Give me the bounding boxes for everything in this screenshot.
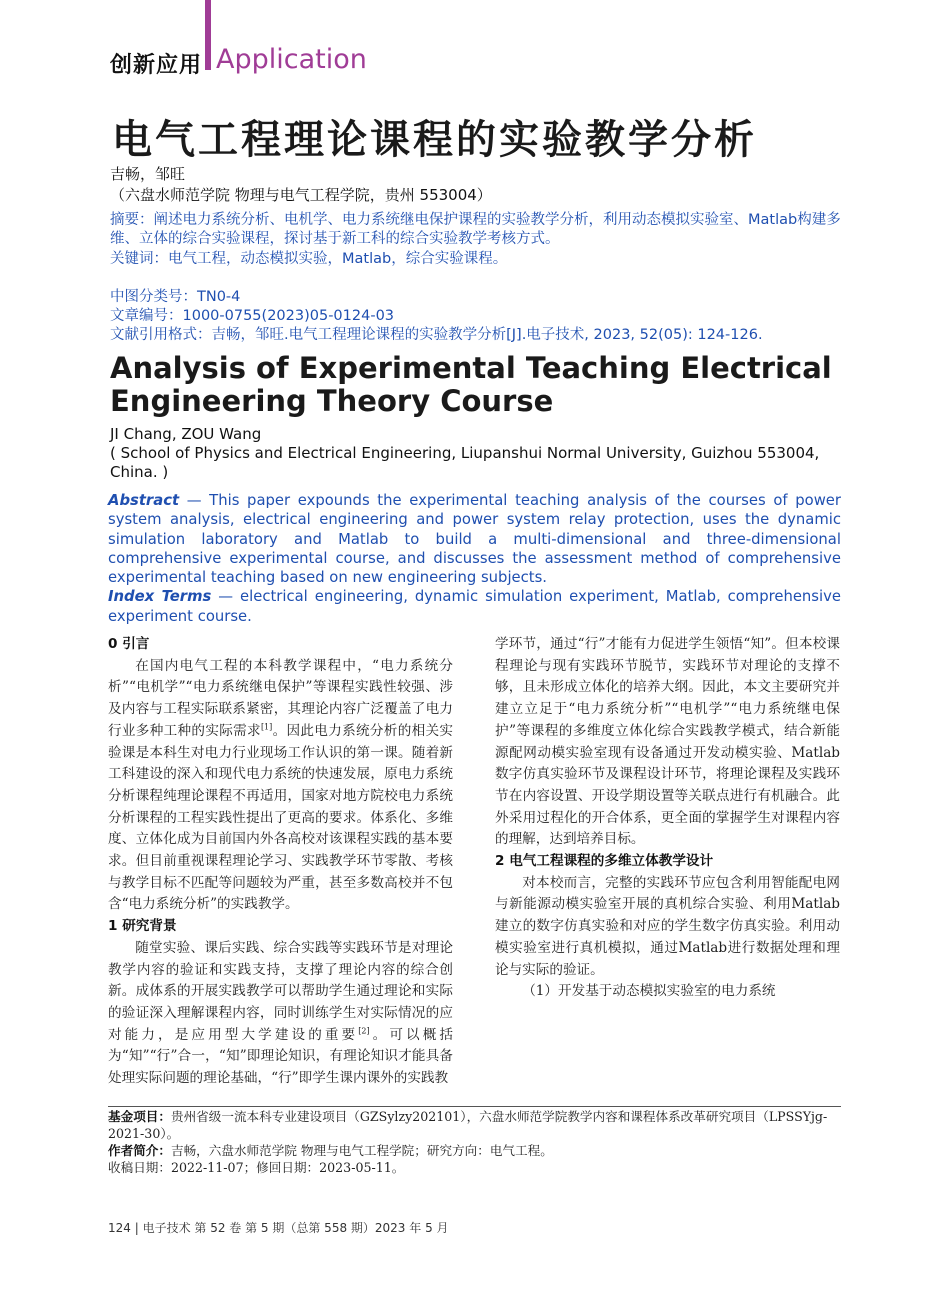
fund-label: 基金项目： <box>108 1109 171 1124</box>
citation-ref-2: [2] <box>358 1026 370 1036</box>
affiliation-cn: （六盘水师范学院 物理与电气工程学院，贵州 553004） <box>110 186 492 204</box>
footnote-separator <box>108 1106 841 1107</box>
body-column-left <box>108 634 453 1090</box>
page-footer: 124 | 电子技术 第 52 卷 第 5 期（总第 558 期）2023 年 5 月 <box>108 1221 449 1235</box>
index-terms-text: electrical engineering, dynamic simulation experiment, Matlab, comprehensive experiment course. <box>108 588 841 625</box>
article-number: 文章编号：1000-0755(2023)05-0124-03 <box>110 308 395 324</box>
background-text-b: 学环节，通过“行”才能有力促进学生领悟“知”。但本校课程理论与现有实践环节脱节，实践环节对理论的支撑不够，且未形成立体化的培养大纲。因此，本文主要研究并建立立足于“电力系统分析”“电机学”“电力系统继电保护”等课程的多维度立体化综合实践教学模式，结合新能源配网动模实验室现有设备通过开发动模实验、Matlab数字仿真实验环节及课程设计环节，将理论课程及实践环节在内容设置、开设学期设置等关联点进行有机融合。此外采用过程化的开合体系，更全面的掌握学生对课程内容的理解，达到培养目标。 <box>495 636 840 848</box>
section-heading-design: 2 电气工程课程的多维立体教学设计 <box>495 853 714 870</box>
page-title-en: Analysis of Experimental Teaching Electrical Engineering Theory Course <box>110 351 832 418</box>
index-terms-sep: — <box>211 588 241 606</box>
abstract-sep: — <box>179 492 210 509</box>
section-category-en: Application <box>216 44 367 75</box>
received-dates: 收稿日期：2022-11-07；修回日期：2023-05-11。 <box>108 1160 405 1175</box>
citation-format: 文献引用格式：吉畅，邹旺.电气工程理论课程的实验教学分析[J].电子技术, 2023, 52(05): 124-126. <box>110 327 763 343</box>
author-label: 作者简介： <box>108 1143 171 1158</box>
intro-text-a: 在国内电气工程的本科教学课程中，“电力系统分析”“电机学”“电力系统继电保护”等课程实践性较强、涉及内容与工程实际联系紧密，其理论内容广泛覆盖了电力行业多种工种的实际需求 <box>108 657 453 739</box>
keywords-cn: 关键词：电气工程，动态模拟实验，Matlab，综合实验课程。 <box>110 251 508 267</box>
section-heading-intro: 0 引言 <box>108 636 150 652</box>
page-title-cn: 电气工程理论课程的实验教学分析 <box>112 117 757 163</box>
abstract-en <box>108 491 841 626</box>
design-paragraph-2: （1）开发基于动态模拟实验室的电力系统 <box>522 983 776 1000</box>
section-heading-background: 1 研究背景 <box>108 918 177 935</box>
background-text-b: 。可以概括为“知”“行”合一，“知”即理论知识，有理论知识才能具备处理实际问题的理论基础，“行”即学生课内课外的实践教 <box>108 1026 454 1087</box>
design-paragraph-1: 对本校而言，完整的实践环节应包含利用智能配电网与新能源动模实验室开展的真机综合实验、利用Matlab建立的数字仿真实验和对应的学生数字仿真实验。利用动模实验室进行真机模拟，通过Matlab进行数据处理和理论与实际的验证。 <box>495 874 840 978</box>
abstract-cn: 摘要：阐述电力系统分析、电机学、电力系统继电保护课程的实验教学分析，利用动态模拟实验室、Matlab构建多维、立体的综合实验课程，探讨基于新工科的综合实验教学考核方式。 <box>110 212 841 247</box>
index-terms-label: Index Terms <box>108 588 212 606</box>
intro-paragraph <box>108 656 453 916</box>
article-metadata <box>110 288 850 345</box>
abstract-text: This paper expounds the experimental teaching analysis of the courses of power system analysis, electrical engineering and power system relay protection, uses the dynamic simulation laboratory and Matlab to build a multi-dimensional and three-dimensional comprehensive experimental course, and discusses the assessment method of comprehensive experimental teaching based on new engineering subjects. <box>108 492 841 587</box>
fund-note <box>108 1108 843 1142</box>
background-text-a: 随堂实验、课后实践、综合实践等实践环节是对理论教学内容的验证和实践支持，支撑了理论内容的综合创新。成体系的开展实践教学可以帮助学生通过理论和实际的验证深入理解课程内容，同时训练学生对实际情况的应对能力，是应用型大学建设的重要 <box>108 939 453 1043</box>
author-text: 吉畅，六盘水师范学院 物理与电气工程学院；研究方向：电气工程。 <box>170 1143 553 1158</box>
abstract-label: Abstract <box>108 492 180 509</box>
fund-text: 贵州省级一流本科专业建设项目（GZSylzy202101），六盘水师范学院教学内容和课程体系改革研究项目（LPSSYjg-2021-30）。 <box>108 1109 828 1141</box>
affiliation-en: ( School of Physics and Electrical Engineering, Liupanshui Normal University, Guizhou 553004, China. ) <box>110 444 820 481</box>
intro-text-b: 。因此电力系统分析的相关实验课是本科生对电力行业现场工作认识的第一课。随着新工科建设的深入和现代电力系统的快速发展，原电力系统分析课程纯理论课程不再适用，国家对地方院校电力系统分析课程的工程实践性提出了更高的要求。体系化、多维度、立体化成为目前国内外各高校对该课程实践的基本要求。但目前重视课程理论学习、实践教学环节零散、考核与教学目标不匹配等问题较为严重，甚至多数高校并不包含“电力系统分析”的实践教学。 <box>108 722 454 913</box>
clc-number: 中图分类号：TN0-4 <box>110 289 241 305</box>
background-paragraph <box>495 634 840 851</box>
header-accent-bar <box>205 0 211 70</box>
footnote <box>108 1108 843 1176</box>
background-paragraph <box>108 938 453 1090</box>
section-category-cn: 创新应用 <box>110 53 203 78</box>
authors-cn: 吉畅，邹旺 <box>110 165 186 183</box>
author-note <box>108 1142 843 1159</box>
body-column-right <box>495 634 840 1003</box>
authors-en: JI Chang, ZOU Wang <box>110 425 262 443</box>
citation-ref-1: [1] <box>260 722 273 732</box>
